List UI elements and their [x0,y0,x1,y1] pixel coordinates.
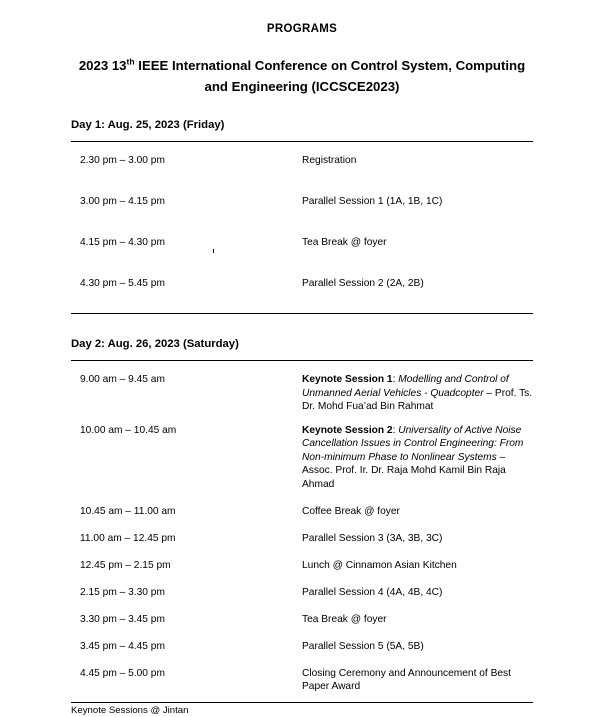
table-spacer [71,626,533,640]
table-row [71,154,533,181]
table-spacer [71,599,533,613]
row-time: 4.30 pm – 5.45 pm [80,278,165,289]
row-time: 2.30 pm – 3.00 pm [80,155,165,166]
table-row [71,195,533,222]
table-spacer [71,181,533,195]
table-row [71,277,533,304]
table-spacer [71,414,533,424]
keynote-1-speaker: – Prof. Ts. Dr. Mohd Fua’ad Bin Rahmat [302,387,533,412]
row-description: Parallel Session 1 (1A, 1B, 1C) [302,196,443,207]
keynote-2-title: Universality of Active Noise Cancellation Issues in Control Engineering: From Non-minimum Phase to Nonlinear Systems [302,424,524,463]
conference-title-ordinal-suffix: th [126,56,135,67]
table-spacer [71,545,533,559]
table-row [71,667,533,693]
table-row-keynote-1 [71,373,533,414]
table-row [71,532,533,545]
table-spacer [71,491,533,505]
table-row [71,640,533,653]
row-description [302,373,533,414]
row-description: Tea Break @ foyer [302,614,387,625]
row-description: Coffee Break @ foyer [302,506,400,517]
row-time: 3.30 pm – 3.45 pm [80,614,165,625]
row-time: 12.45 pm – 2.15 pm [80,560,171,571]
row-description: Tea Break @ foyer [302,237,387,248]
conference-title-part1: 2023 13 [78,58,127,73]
table-spacer [71,572,533,586]
keynote-1-block [302,374,532,412]
document-heading: PROGRAMS [266,23,338,35]
table-spacer [71,222,533,236]
footnote: Keynote Sessions @ Jintan [71,705,189,716]
keynote-2-label: Keynote Session 2 [302,424,393,436]
day2-heading: Day 2: Aug. 26, 2023 (Saturday) [71,338,239,350]
keynote-1-separator: : [392,374,399,385]
row-time: 10.00 am – 10.45 am [80,424,177,436]
table-row [71,613,533,626]
row-time: 3.00 pm – 4.15 pm [80,196,165,207]
keynote-1-label: Keynote Session 1 [302,374,393,385]
table-spacer [71,263,533,277]
row-description [302,424,533,492]
row-time: 2.15 pm – 3.30 pm [80,587,165,598]
table-row [71,236,533,263]
row-time: 11.00 am – 12.45 pm [80,533,176,544]
row-description: Closing Ceremony and Announcement of Best Paper Award [302,668,511,692]
keynote-2-separator: : [392,424,399,436]
table-spacer [71,361,533,374]
row-time: 10.45 am – 11.00 am [80,506,176,517]
table-spacer [71,142,533,155]
keynote-2-speaker: – Assoc. Prof. Ir. Dr. Raja Mohd Kamil Bin Raja Ahmad [302,451,506,490]
table-divider-tick [213,249,214,253]
conference-title-part2: IEEE International Conference on Control System, Computing and Engineering (ICCSCE2023) [134,58,526,94]
row-time: 9.00 am – 9.45 am [80,374,165,385]
day1-schedule-table [71,141,533,314]
table-row [71,505,533,518]
row-description: Parallel Session 5 (5A, 5B) [302,641,424,652]
table-row-keynote-2 [71,424,533,492]
table-spacer [71,518,533,532]
row-time: 4.45 pm – 5.00 pm [80,668,165,679]
day2-schedule-table [71,360,533,703]
row-time: 4.15 pm – 4.30 pm [80,237,165,248]
day1-heading: Day 1: Aug. 25, 2023 (Friday) [71,119,225,131]
table-spacer [71,693,533,703]
keynote-2-block [302,425,523,490]
row-description: Parallel Session 3 (3A, 3B, 3C) [302,533,443,544]
table-spacer [71,304,533,314]
table-row [71,559,533,572]
keynote-1-title: Modelling and Control of Unmanned Aerial Vehicles - Quadcopter [302,374,509,399]
table-row [71,586,533,599]
row-time: 3.45 pm – 4.45 pm [80,641,165,652]
row-description: Parallel Session 2 (2A, 2B) [302,278,424,289]
conference-title [71,36,533,97]
table-spacer [71,653,533,667]
row-description: Lunch @ Cinnamon Asian Kitchen [302,560,457,571]
row-description: Registration [302,155,357,166]
row-description: Parallel Session 4 (4A, 4B, 4C) [302,587,443,598]
